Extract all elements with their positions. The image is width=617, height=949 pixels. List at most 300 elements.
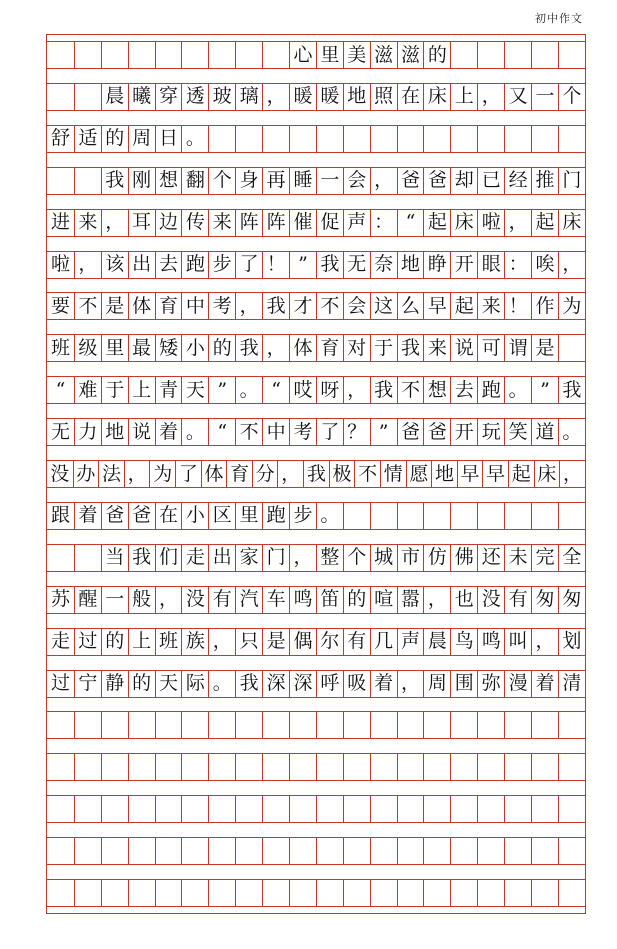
grid-cell: 门 [558,168,585,194]
grid-cell [128,796,155,822]
grid-cell [531,503,558,529]
grid-cell [235,712,262,738]
grid-cell: 划 [558,629,585,655]
grid-cell: ， [289,545,316,571]
grid-cell [504,712,531,738]
grid-cell: 小 [181,335,208,361]
grid-cell [477,712,504,738]
grid-cell: 心 [289,42,316,68]
grid-cell: ： [370,210,397,236]
grid-cell: 于 [101,377,128,403]
grid-cell: 深 [289,671,316,697]
grid-cell [343,796,370,822]
grid-cell: 道 [531,419,558,445]
grid-cell: 上 [128,629,155,655]
grid-cell: 我 [303,461,329,487]
grid-cell: ， [262,335,289,361]
grid-cell [235,880,262,906]
header-label: 初中作文 [535,12,583,25]
grid-cell: 着 [155,419,182,445]
grid-cell: ？ [343,419,370,445]
grid-cell [47,838,74,864]
grid-cell: 过 [50,672,70,694]
grid-cell: 里 [316,42,343,68]
grid-cell [235,796,262,822]
grid-cell: 来 [423,335,450,361]
grid-cell [316,126,343,152]
grid-cell: 过 [74,629,101,655]
grid-cell: 来 [74,210,101,236]
grid-cell: 城 [370,545,397,571]
grid-cell: 考 [289,419,316,445]
grid-cell: 滋 [397,42,424,68]
grid-cell: 耳 [128,210,155,236]
grid-cell: 爸 [397,168,424,194]
grid-cell: 没 [50,462,70,485]
grid-cell: 对 [343,335,370,361]
grid-cell: 曦 [128,84,155,110]
grid-cell: 作 [531,293,558,319]
grid-cell [370,503,397,529]
grid-cell [531,880,558,906]
grid-cell: ， [531,629,558,655]
grid-cell [235,754,262,780]
grid-cell [477,880,504,906]
grid-cell: 分 [252,461,278,487]
grid-cell [155,838,182,864]
grid-cell: ， [74,252,101,278]
grid-cell: 是 [262,629,289,655]
grid-cell: 力 [74,419,101,445]
grid-cell: 只 [235,629,262,655]
grid-cell [208,126,235,152]
grid-cell: ， [101,210,128,236]
grid-cell: 出 [128,252,155,278]
grid-row [47,125,585,153]
grid-cell: 班 [50,336,70,359]
grid-cell: 个 [208,168,235,194]
grid-cell [504,42,531,68]
grid-cell [47,712,74,738]
grid-cell [531,796,558,822]
grid-cell: ， [558,252,585,278]
grid-cell: 我 [235,335,262,361]
grid-cell [235,126,262,152]
grid-cell [74,84,101,110]
grid-cell: 的 [128,671,155,697]
grid-cell [181,838,208,864]
grid-cell [531,42,558,68]
grid-row [47,502,585,530]
grid-cell: ！ [262,252,289,278]
grid-cell [450,838,477,864]
grid-cell: 还 [477,545,504,571]
grid-cell: 匆 [531,587,558,613]
grid-cell [370,796,397,822]
grid-cell: 开 [450,252,477,278]
grid-cell [531,712,558,738]
grid-cell: 弥 [477,671,504,697]
grid-cell: 里 [235,503,262,529]
grid-row [47,167,585,195]
grid-cell: 阵 [235,210,262,236]
grid-cell [504,503,531,529]
grid-row [47,753,585,781]
grid-row [47,460,585,488]
grid-cell: 唉 [531,252,558,278]
grid-cell: 际 [181,671,208,697]
grid-cell: ！ [504,293,531,319]
grid-cell: 吸 [343,671,370,697]
grid-cell: 家 [235,545,262,571]
grid-cell [477,503,504,529]
grid-cell: 我 [316,252,343,278]
grid-cell: 市 [397,545,424,571]
grid-cell: 。 [316,503,343,529]
grid-cell: 。 [558,419,585,445]
grid-cell: 晨 [423,629,450,655]
grid-cell [316,796,343,822]
grid-cell [47,754,74,780]
grid-cell: 滋 [370,42,397,68]
grid-cell [208,796,235,822]
grid-cell [504,126,531,152]
grid-cell: 未 [504,545,531,571]
grid-cell [370,712,397,738]
grid-cell: 在 [155,503,182,529]
grid-cell [101,712,128,738]
grid-cell [504,838,531,864]
grid-cell [316,838,343,864]
grid-cell [343,880,370,906]
grid-cell: 最 [128,335,155,361]
grid-cell: 要 [50,294,70,317]
grid-cell [208,42,235,68]
grid-cell: 鸣 [289,587,316,613]
grid-cell: 为 [149,461,175,487]
grid-row [47,334,585,362]
grid-cell: 起 [423,210,450,236]
grid-cell: 小 [181,503,208,529]
grid-cell: ， [423,587,450,613]
grid-cell: ， [277,461,303,487]
grid-cell [343,838,370,864]
grid-cell [450,712,477,738]
grid-cell: 没 [181,587,208,613]
grid-cell: 全 [558,545,585,571]
grid-cell: 育 [226,461,252,487]
grid-cell: 爸 [128,503,155,529]
grid-cell [181,712,208,738]
grid-cell [47,796,74,822]
grid-cell: 的 [101,629,128,655]
grid-cell: 嚣 [397,587,424,613]
grid-cell: 的 [423,42,450,68]
grid-row [47,209,585,237]
grid-cell: 。 [235,377,262,403]
grid-row [47,586,585,614]
grid-cell: 床 [450,210,477,236]
grid-cell [450,126,477,152]
grid-cell [128,712,155,738]
grid-cell: 爸 [101,503,128,529]
grid-cell: 走 [181,545,208,571]
grid-cell: 步 [208,252,235,278]
grid-cell: 矮 [155,335,182,361]
grid-cell: 床 [558,210,585,236]
grid-cell: 完 [531,545,558,571]
grid-cell: 暖 [316,84,343,110]
grid-cell [450,42,477,68]
grid-cell: 地 [431,461,457,487]
grid-row [47,837,585,865]
grid-cell: 边 [155,210,182,236]
grid-cell: 促 [316,210,343,236]
grid-cell: 几 [370,629,397,655]
grid-row [47,879,585,907]
grid-cell: 跟 [50,504,70,527]
grid-cell: 匆 [558,587,585,613]
grid-cell: 暖 [289,84,316,110]
grid-cell: 催 [289,210,316,236]
grid-cell: 里 [101,335,128,361]
grid-cell: 会 [343,293,370,319]
grid-cell: 难 [74,377,101,403]
grid-cell: 班 [155,629,182,655]
grid-cell [531,126,558,152]
grid-cell [289,754,316,780]
grid-cell [74,796,101,822]
grid-cell: ， [262,84,289,110]
grid-cell [208,712,235,738]
grid-cell [101,838,128,864]
grid-cell: 舒 [50,127,70,150]
grid-cell: 尔 [316,629,343,655]
grid-cell: 适 [74,126,101,152]
grid-cell: 我 [397,335,424,361]
grid-cell [208,754,235,780]
grid-cell [558,712,585,738]
grid-cell: 跑 [477,377,504,403]
grid-cell: 着 [370,671,397,697]
grid-cell: 床 [534,461,560,487]
grid-cell: 苏 [50,588,70,611]
grid-cell: 不 [354,461,380,487]
grid-cell [235,838,262,864]
grid-cell: 青 [155,377,182,403]
grid-cell [450,796,477,822]
grid-cell: “ [208,419,235,445]
grid-cell: 我 [128,545,155,571]
grid-cell: 跑 [181,252,208,278]
grid-cell: 汽 [235,587,262,613]
grid-cell: 地 [101,419,128,445]
grid-cell: ” [531,377,558,403]
grid-cell: 眼 [477,252,504,278]
grid-cell: 族 [181,629,208,655]
grid-cell [477,42,504,68]
grid-cell [289,880,316,906]
grid-cell: 起 [531,210,558,236]
grid-cell: 想 [155,168,182,194]
grid-cell [477,126,504,152]
grid-cell [208,880,235,906]
grid-cell: 晨 [101,84,128,110]
grid-cell: 是 [531,335,558,361]
grid-cell: 们 [155,545,182,571]
grid-cell: 一 [531,84,558,110]
grid-cell: 。 [181,126,208,152]
grid-cell [316,712,343,738]
grid-cell [558,796,585,822]
grid-cell [181,880,208,906]
grid-cell: 美 [343,42,370,68]
grid-cell: 车 [262,587,289,613]
grid-cell: 说 [128,419,155,445]
grid-cell: 声 [343,210,370,236]
grid-cell [74,754,101,780]
grid-cell [47,545,74,571]
grid-cell: 育 [316,335,343,361]
grid-cell: 想 [423,377,450,403]
grid-cell [558,42,585,68]
grid-cell: 。 [181,419,208,445]
grid-cell: 天 [155,671,182,697]
grid-cell [397,126,424,152]
grid-cell [181,796,208,822]
grid-cell: 上 [450,84,477,110]
grid-cell: 在 [397,84,424,110]
grid-cell: 我 [370,377,397,403]
grid-cell: 上 [128,377,155,403]
grid-cell: 笑 [504,419,531,445]
grid-cell: 情 [380,461,406,487]
grid-cell: 佛 [450,545,477,571]
grid-row [47,41,585,69]
grid-cell [128,880,155,906]
grid-cell: 体 [128,293,155,319]
grid-cell: 着 [531,671,558,697]
grid-cell: 叫 [504,629,531,655]
grid-cell: 宁 [74,671,101,697]
grid-cell [558,126,585,152]
grid-cell [74,168,101,194]
grid-cell [181,754,208,780]
grid-cell [47,84,74,110]
grid-row [47,670,585,698]
grid-cell: 却 [450,168,477,194]
grid-cell: 我 [235,671,262,697]
grid-cell [343,126,370,152]
grid-cell: 进 [50,211,70,234]
grid-cell: 体 [201,461,227,487]
grid-cell [155,42,182,68]
grid-cell [423,503,450,529]
grid-cell: 璃 [235,84,262,110]
grid-cell: ， [477,84,504,110]
grid-cell: ， [124,461,150,487]
grid-cell: 可 [477,335,504,361]
grid-cell [397,880,424,906]
grid-cell: 周 [128,126,155,152]
grid-cell [558,880,585,906]
grid-cell [558,838,585,864]
grid-cell: 么 [397,293,424,319]
grid-cell [155,712,182,738]
grid-cell [47,42,74,68]
grid-cell: 阵 [262,210,289,236]
grid-cell: 玩 [477,419,504,445]
grid-cell: 照 [370,84,397,110]
grid-cell: “ [262,377,289,403]
grid-cell: 无 [50,420,70,443]
grid-cell: 也 [450,587,477,613]
composition-paper [46,34,586,914]
grid-cell: 来 [208,210,235,236]
grid-cell [74,838,101,864]
grid-cell: 刚 [128,168,155,194]
grid-row [47,544,585,572]
grid-cell [423,838,450,864]
grid-cell: 去 [450,377,477,403]
grid-cell [74,880,101,906]
grid-cell: 为 [558,293,585,319]
grid-cell: 地 [397,252,424,278]
grid-cell: 门 [262,545,289,571]
grid-cell: ， [343,377,370,403]
grid-cell [531,754,558,780]
grid-cell [101,880,128,906]
grid-cell: 呼 [316,671,343,697]
grid-cell: 没 [477,587,504,613]
grid-cell: 一 [101,587,128,613]
grid-cell: 经 [504,168,531,194]
grid-cell [316,880,343,906]
grid-cell: ” [289,252,316,278]
grid-cell [128,42,155,68]
grid-cell [504,796,531,822]
grid-cell [423,796,450,822]
grid-cell [101,42,128,68]
grid-cell: 偶 [289,629,316,655]
grid-cell: 才 [289,293,316,319]
grid-cell [397,503,424,529]
grid-cell: 不 [316,293,343,319]
grid-cell: 起 [508,461,534,487]
grid-row [47,251,585,279]
grid-cell [558,503,585,529]
grid-row [47,628,585,656]
grid-cell [289,838,316,864]
grid-cell: 育 [155,293,182,319]
grid-row [47,376,585,404]
grid-cell [47,880,74,906]
grid-cell [235,42,262,68]
grid-row [47,292,585,320]
grid-cell [397,712,424,738]
grid-cell [450,503,477,529]
grid-cell: “ [397,210,424,236]
grid-cell: 围 [450,671,477,697]
grid-cell: 步 [289,503,316,529]
grid-cell: 传 [181,210,208,236]
grid-cell: “ [55,378,66,401]
grid-row [47,795,585,823]
grid-cell: 不 [235,419,262,445]
grid-cell [423,126,450,152]
grid-cell [155,880,182,906]
grid-cell: 整 [316,545,343,571]
